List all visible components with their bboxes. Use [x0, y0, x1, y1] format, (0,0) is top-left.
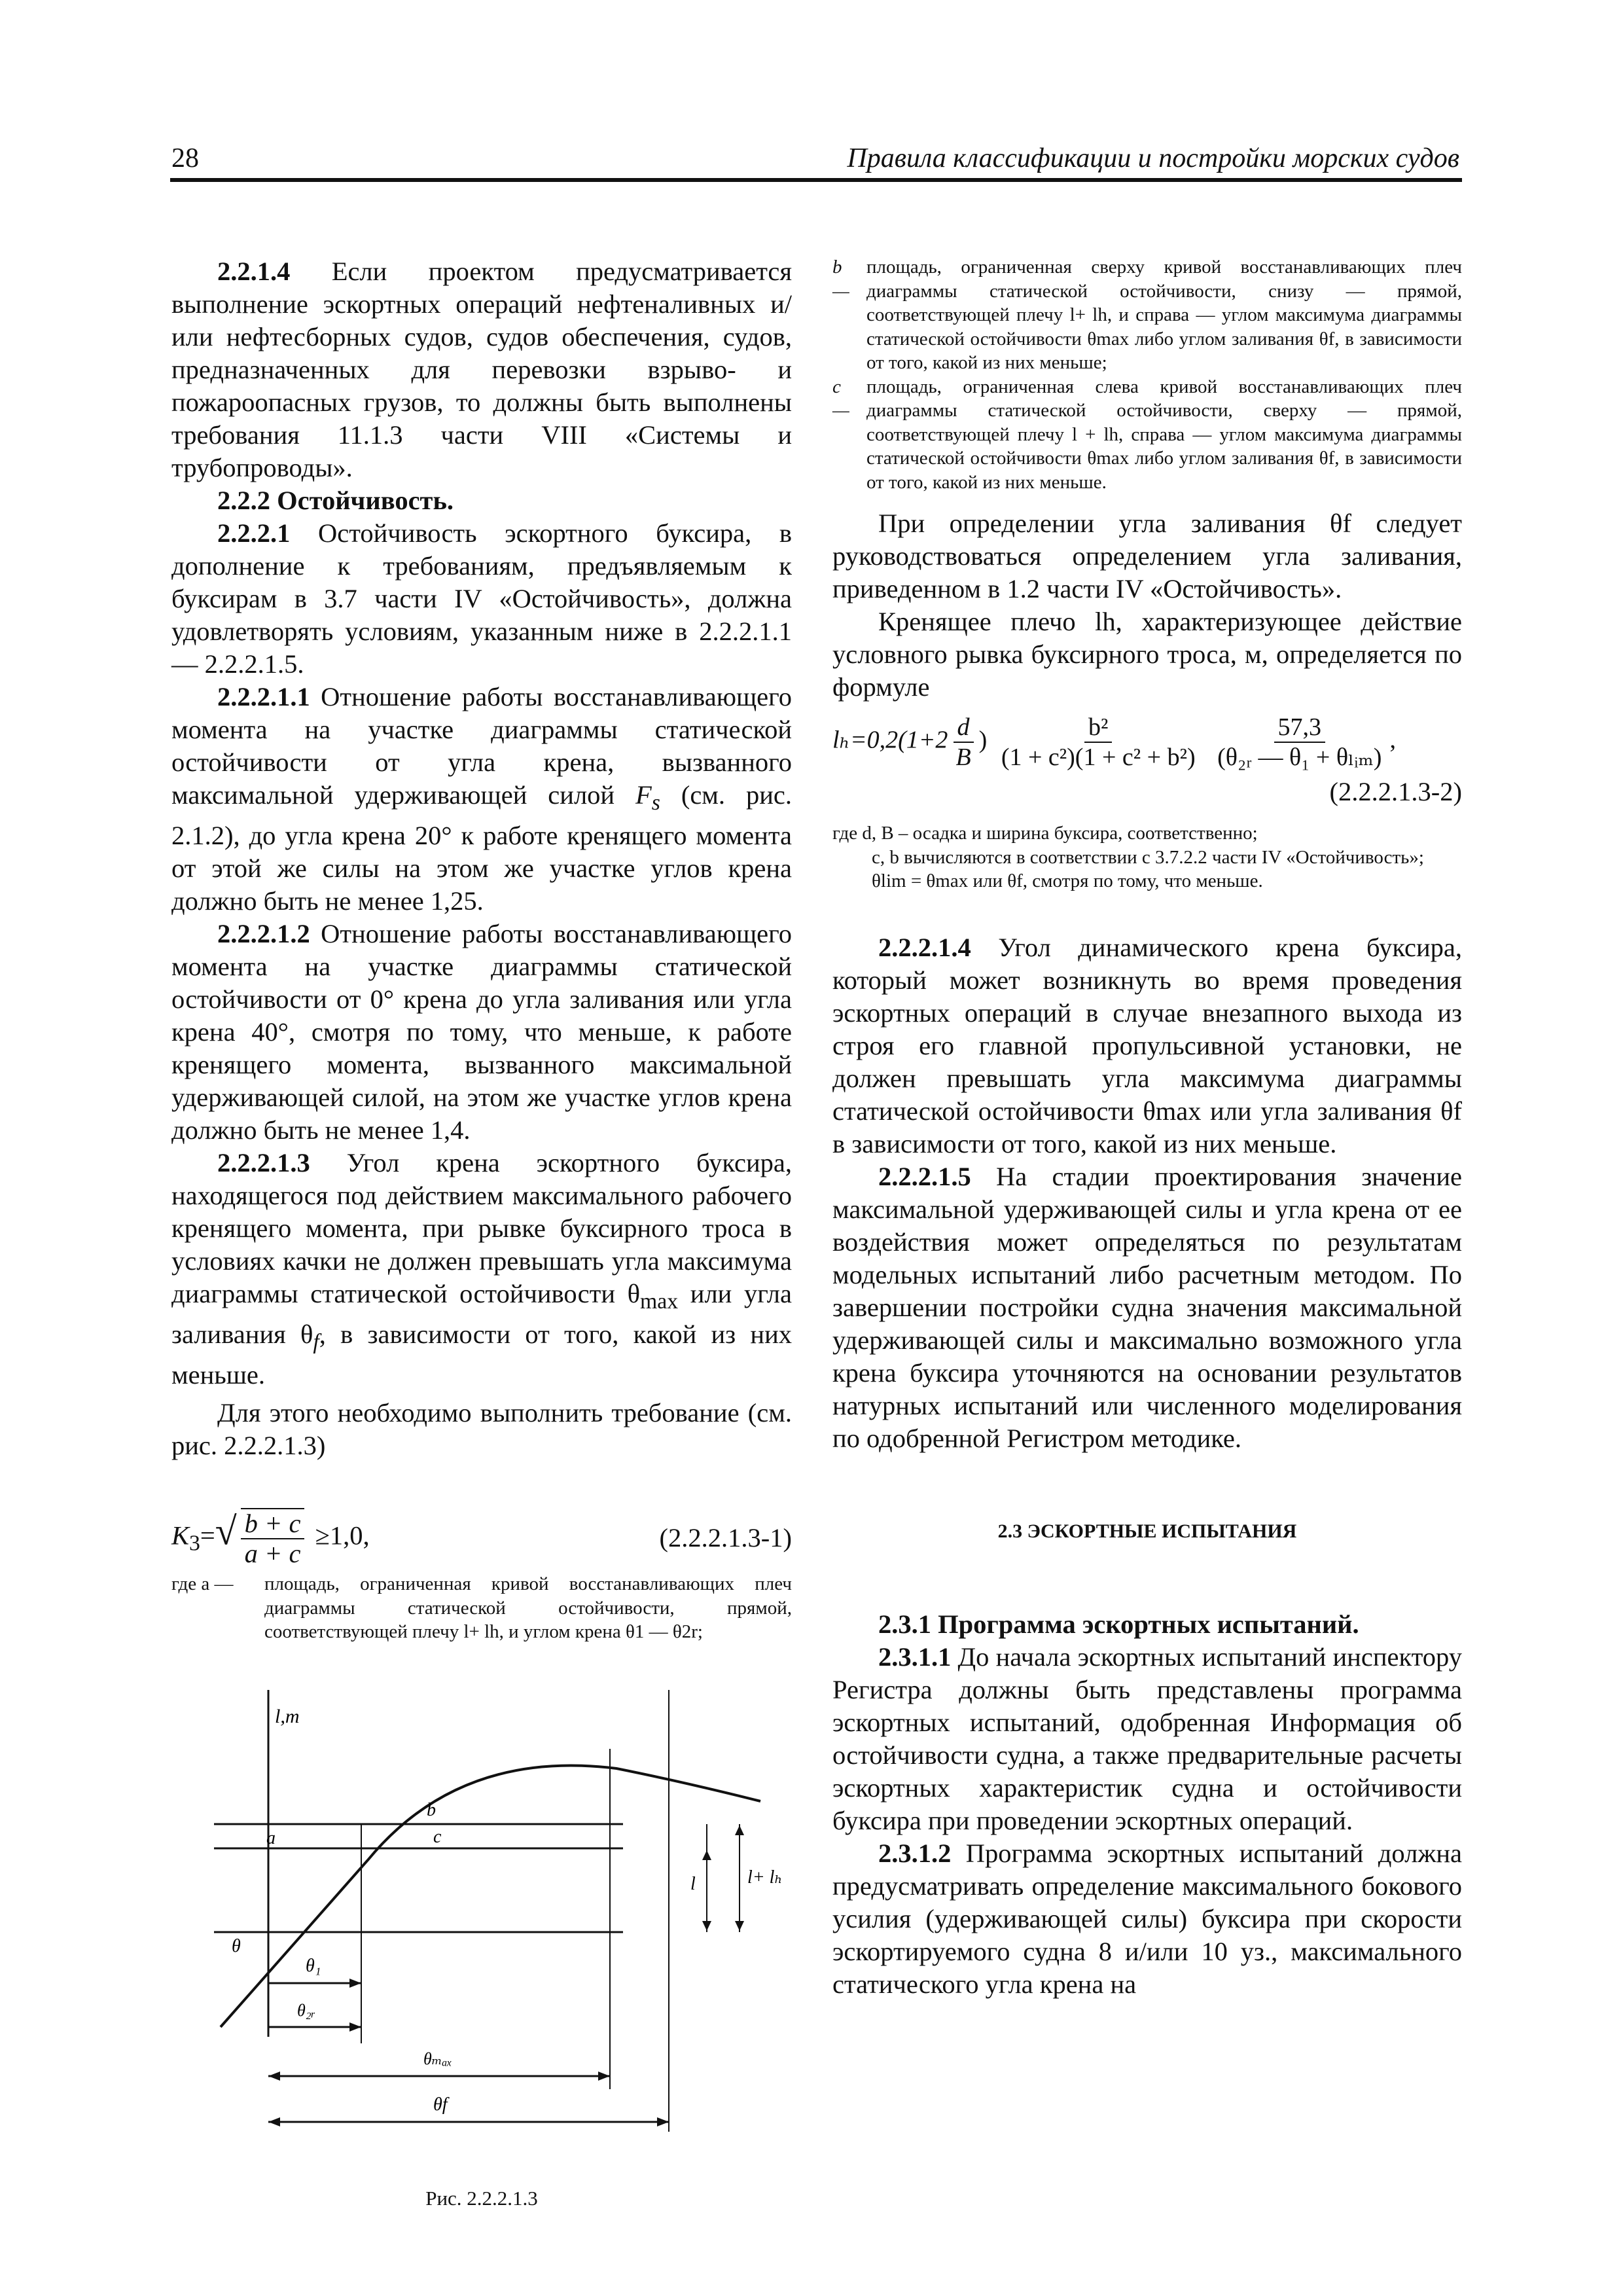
heading-2-3-1: 2.3.1 Программа эскортных испытаний.	[878, 1609, 1359, 1639]
label-theta1: θ₁	[306, 1955, 321, 1976]
label-thetamax: θₘₐₓ	[423, 2049, 452, 2068]
label-l: l	[690, 1873, 696, 1894]
figure-caption: Рис. 2.2.2.1.3	[425, 2186, 538, 2210]
paragraph-2-2-2-1: 2.2.2.1 Остойчивость эскортного буксира, в дополнение к требованиям, предъявляемым к буксирам в 3.7 части IV «Остойчивость», должна удовлетворять условиям, указанным ниже в 2.2.2.1.1 — 2.2.2.1.5.	[171, 518, 792, 679]
definition-c: c — площадь, ограниченная слева кривой восстанавливающих плеч диаграммы статической остойчивости, сверху — прямой, соответствующей плечу l + lh, справа — углом максимума диаграммы статической остойчивости θmax либо углом заливания θf, в зависимости от того, какой из них меньше.	[832, 376, 1462, 493]
left-column	[171, 255, 792, 2215]
paragraph-2-3-1-1: 2.3.1.1 До начала эскортных испытаний инспектору Регистра должны быть представлены программа эскортных испытаний, одобренная Информация об остойчивости судна, а также предварительные расчеты эскортных характеристик судна и остойчивости буксира при проведении эскортных операций.	[832, 1641, 1462, 1835]
running-title: Правила классификации и постройки морских судов	[847, 143, 1459, 173]
label-l-plus-lh: l+ lₕ	[747, 1867, 783, 1888]
axis-label-lm: l,m	[275, 1705, 300, 1727]
paragraph-flooding-angle: При определении угла заливания θf следует руководствоваться определением угла заливания, приведенном в 1.2 части IV «Остойчивость».	[832, 509, 1462, 603]
equation-label-2: (2.2.2.1.3-2)	[1329, 777, 1462, 806]
paragraph-heeling-arm: Кренящее плечо lh, характеризующее действие условного рывка буксирного троса, м, определяется по формуле	[832, 607, 1462, 702]
where-d-b: где d, B – осадка и ширина буксира, соответственно;	[832, 823, 1258, 844]
label-theta: θ	[232, 1935, 241, 1956]
paragraph-2-2-2-1-2: 2.2.2.1.2 Отношение работы восстанавливающего момента на участке диаграммы статической остойчивости от 0° крена до угла заливания или угла крена 40°, смотря по тому, что меньше, к работе кренящего момента, вызванного максимальной удерживающей силой, на этом же участке углов крена должно быть не менее 1,4.	[171, 919, 792, 1145]
label-thetaf: θf	[433, 2094, 448, 2115]
paragraph-2-2-1-4: 2.2.1.4 Если проектом предусматривается выполнение эскортных операций нефтеналивных и/или нефтесборных судов, судов обеспечения, судов, предназначенных для перевозки взрыво- и пожароопасных грузов, то должны быть выполнены требования 11.1.3 части VIII «Системы и трубопроводы».	[171, 257, 792, 482]
label-theta2r: θ₂ᵣ	[297, 2000, 316, 2020]
where-theta-lim: θlim = θmax или θf, смотря по тому, что меньше.	[872, 870, 1263, 891]
equation-label-1: (2.2.2.1.3-1)	[659, 1523, 792, 1553]
label-c: c	[433, 1826, 442, 1847]
paragraph-requirement: Для этого необходимо выполнить требование (см. рис. 2.2.2.1.3)	[171, 1398, 792, 1461]
paragraph-2-2-2-1-1: 2.2.2.1.1 Отношение работы восстанавливающего момента на участке диаграммы статической остойчивости от угла крена, вызванного максимальной удерживающей силой $F_s$ (см. рис. 2.1.2), до угла крена 20° к работе кренящего момента от этой же силы на этом же участке углов крена должно быть не менее 1,25.	[171, 682, 792, 916]
heading-2-2-2: 2.2.2 Остойчивость.	[217, 486, 454, 515]
label-b: b	[427, 1799, 436, 1820]
paragraph-2-3-1-2: 2.3.1.2 Программа эскортных испытаний должна предусматривать определение максимального бокового усилия (удерживающей силы) буксира при скорости эскортируемого судна 8 и/или 10 уз., максимального статического угла крена на	[832, 1838, 1462, 1999]
section-2-3-title: 2.3 ЭСКОРТНЫЕ ИСПЫТАНИЯ	[997, 1520, 1297, 1542]
stability-diagram	[171, 1670, 792, 2174]
header-rule	[170, 178, 1462, 182]
equation-lh: lₕ=0,2(1+2 $\frac{d}{B}$ ) $\frac{\text{b²}}{\text{(1 + c²)(1 + c² + b²)}}$ $\frac{57,3}{\text{(θ₂ᵣ — θ₁ + θₗᵢₘ)}}$ ,	[832, 713, 1396, 771]
paragraph-2-2-2-1-4: 2.2.2.1.4 Угол динамического крена буксира, который может возникнуть во время проведения эскортных операций в случае внезапного выхода из строя его главной пропульсивной установки, не должен превышать угла максимума диаграммы статической остойчивости θmax или угла заливания θf в зависимости от того, какой из них меньше.	[832, 932, 1462, 1158]
definition-a: где a — площадь, ограниченная кривой восстанавливающих плеч диаграммы статической остойчивости, прямой, соответствующей плечу l+ lh, и углом крена θ1 — θ2r;	[171, 1573, 792, 1643]
right-column	[832, 255, 1462, 2001]
equation-k3: $K_3=√$ $\frac{b + c}{a + c}$ ≥1,0, (2.2.2.1.3-1)	[171, 1509, 792, 1569]
paragraph-2-2-2-1-5: 2.2.2.1.5 На стадии проектирования значение максимальной удерживающей силы и угла крена от ее воздействия может определяться по результатам модельных испытаний либо расчетным методом. По завершении постройки судна значения максимальной удерживающей силы и максимально возможного угла крена буксира уточняются на основании результатов натурных испытаний или численного моделирования по одобренной Регистром методике.	[832, 1161, 1462, 1453]
label-a: a	[266, 1827, 276, 1848]
where-c-b: c, b вычисляются в соответствии с 3.7.2.2 части IV «Остойчивость»;	[872, 846, 1424, 868]
paragraph-2-2-2-1-3: 2.2.2.1.3 Угол крена эскортного буксира, находящегося под действием максимального рабочего кренящего момента, при рывке буксирного троса в условиях качки не должен превышать угла максимума диаграммы статической остойчивости $\theta_{max}$ или угла заливания $\theta_f$, в зависимости от того, какой из них меньше.	[171, 1148, 792, 1390]
page-number: 28	[171, 143, 199, 173]
definition-b: b — площадь, ограниченная сверху кривой восстанавливающих плеч диаграммы статической остойчивости, снизу — прямой, соответствующей плечу l+ lh, и справа — углом максимума диаграммы статической остойчивости θmax либо углом заливания θf, в зависимости от того, какой из них меньше;	[832, 257, 1462, 373]
